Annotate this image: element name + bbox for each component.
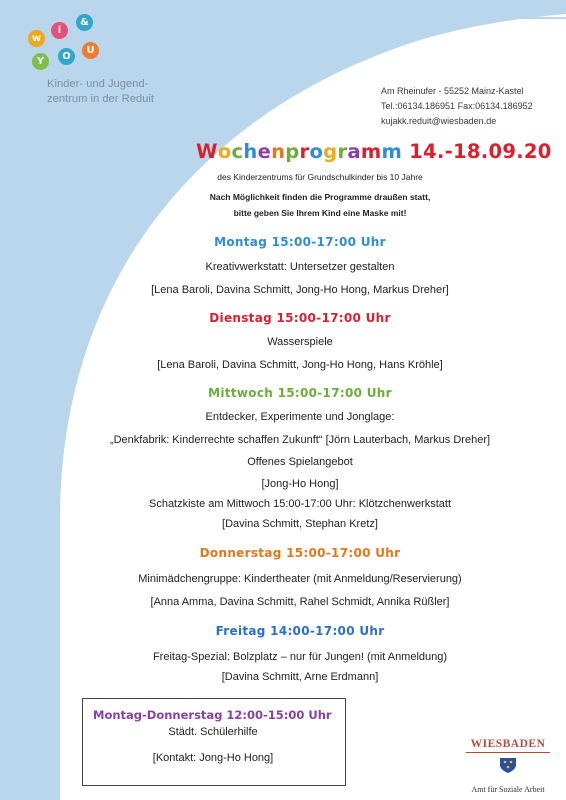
title-word bbox=[196, 140, 402, 163]
friday-activity: Freitag-Spezial: Bolzplatz – nur für Jungen! (mit Anmeldung) bbox=[152, 651, 448, 663]
logo-subtitle bbox=[47, 77, 197, 107]
address-email[interactable]: kujakk.reduit@wiesbaden.de bbox=[381, 116, 497, 126]
thursday-heading: Donnerstag 15:00-17:00 Uhr bbox=[199, 546, 401, 560]
logo-letter-w: w bbox=[28, 30, 45, 47]
title-letter: g bbox=[323, 140, 338, 163]
wiesbaden-name: WIESBADEN bbox=[470, 738, 546, 750]
address-phone: Tel.:06134.186951 Fax:06134.186952 bbox=[381, 101, 533, 111]
crest-icon bbox=[498, 756, 518, 774]
box-line-1: Städt. Schülerhilfe bbox=[168, 726, 258, 738]
thursday-team: [Anna Amma, Davina Schmitt, Rahel Schmidt, Annika Rüßler] bbox=[150, 596, 450, 608]
title-letter: W bbox=[196, 140, 218, 163]
logo-letter-o: O bbox=[58, 48, 75, 65]
logo-letter-y: Y bbox=[32, 53, 49, 70]
friday-heading: Freitag 14:00-17:00 Uhr bbox=[215, 624, 385, 638]
monday-activity: Kreativwerkstatt: Untersetzer gestalten bbox=[205, 261, 395, 273]
title-letter: p bbox=[285, 140, 300, 163]
wednesday-heading: Mittwoch 15:00-17:00 Uhr bbox=[208, 386, 392, 400]
logo-letter-i: i bbox=[51, 22, 68, 39]
title-letter: r bbox=[299, 140, 310, 163]
wiesbaden-underline bbox=[466, 752, 550, 753]
title-letter: m bbox=[381, 140, 403, 163]
title-letter: o bbox=[217, 140, 232, 163]
title-letter: a bbox=[347, 140, 361, 163]
logo bbox=[14, 12, 104, 72]
address-street: Am Rheinufer - 55252 Mainz-Kastel bbox=[381, 86, 524, 96]
logo-subtitle-line2: zentrum in der Reduit bbox=[47, 93, 154, 105]
box-heading: Montag-Donnerstag 12:00-15:00 Uhr bbox=[93, 708, 332, 722]
title-letter: e bbox=[257, 140, 272, 163]
monday-heading: Montag 15:00-17:00 Uhr bbox=[214, 235, 386, 249]
header-divider bbox=[270, 17, 566, 19]
wiesbaden-logo bbox=[458, 738, 558, 794]
logo-letter-amp: & bbox=[76, 14, 93, 31]
logo-subtitle-line1: Kinder- und Jugend- bbox=[47, 78, 149, 90]
page-title bbox=[196, 140, 552, 163]
monday-team: [Lena Baroli, Davina Schmitt, Jong-Ho Hong, Markus Dreher] bbox=[151, 284, 449, 296]
address-block bbox=[381, 84, 533, 129]
wednesday-activity-3: Offenes Spielangebot bbox=[247, 456, 353, 468]
title-letter: n bbox=[271, 140, 286, 163]
intro-line-2: Nach Möglichkeit finden die Programme draußen statt, bbox=[209, 192, 431, 202]
title-date: 14.-18.09.20 bbox=[409, 140, 552, 163]
wednesday-activity: Entdecker, Experimente und Jonglage: bbox=[205, 411, 395, 423]
friday-team: [Davina Schmitt, Arne Erdmann] bbox=[221, 671, 379, 683]
wednesday-team-3: [Jong-Ho Hong] bbox=[261, 478, 339, 490]
box-line-2: [Kontakt: Jong-Ho Hong] bbox=[152, 752, 274, 764]
title-letter: m bbox=[360, 140, 382, 163]
title-letter: h bbox=[243, 140, 258, 163]
title-letter: c bbox=[231, 140, 244, 163]
intro-line-1: des Kinderzentrums für Grundschulkinder bis 10 Jahre bbox=[217, 172, 423, 182]
schuelerhilfe-box bbox=[82, 698, 346, 786]
logo-letter-u: U bbox=[82, 42, 99, 59]
wednesday-activity-2: „Denkfabrik: Kinderrechte schaffen Zukunft“ [Jörn Lauterbach, Markus Dreher] bbox=[109, 434, 491, 446]
intro-line-3: bitte geben Sie Ihrem Kind eine Maske mit! bbox=[233, 208, 407, 218]
wednesday-team-4: [Davina Schmitt, Stephan Kretz] bbox=[222, 518, 378, 530]
title-letter: r bbox=[337, 140, 348, 163]
wednesday-activity-4: Schatzkiste am Mittwoch 15:00-17:00 Uhr: Klötzchenwerkstatt bbox=[148, 498, 452, 510]
thursday-activity: Minimädchengruppe: Kindertheater (mit Anmeldung/Reservierung) bbox=[138, 573, 462, 585]
tuesday-activity: Wasserspiele bbox=[267, 336, 333, 348]
tuesday-heading: Dienstag 15:00-17:00 Uhr bbox=[209, 311, 391, 325]
wiesbaden-department: Amt für Soziale Arbeit bbox=[471, 785, 545, 794]
tuesday-team: [Lena Baroli, Davina Schmitt, Jong-Ho Hong, Hans Kröhle] bbox=[157, 359, 443, 371]
title-letter: o bbox=[309, 140, 324, 163]
